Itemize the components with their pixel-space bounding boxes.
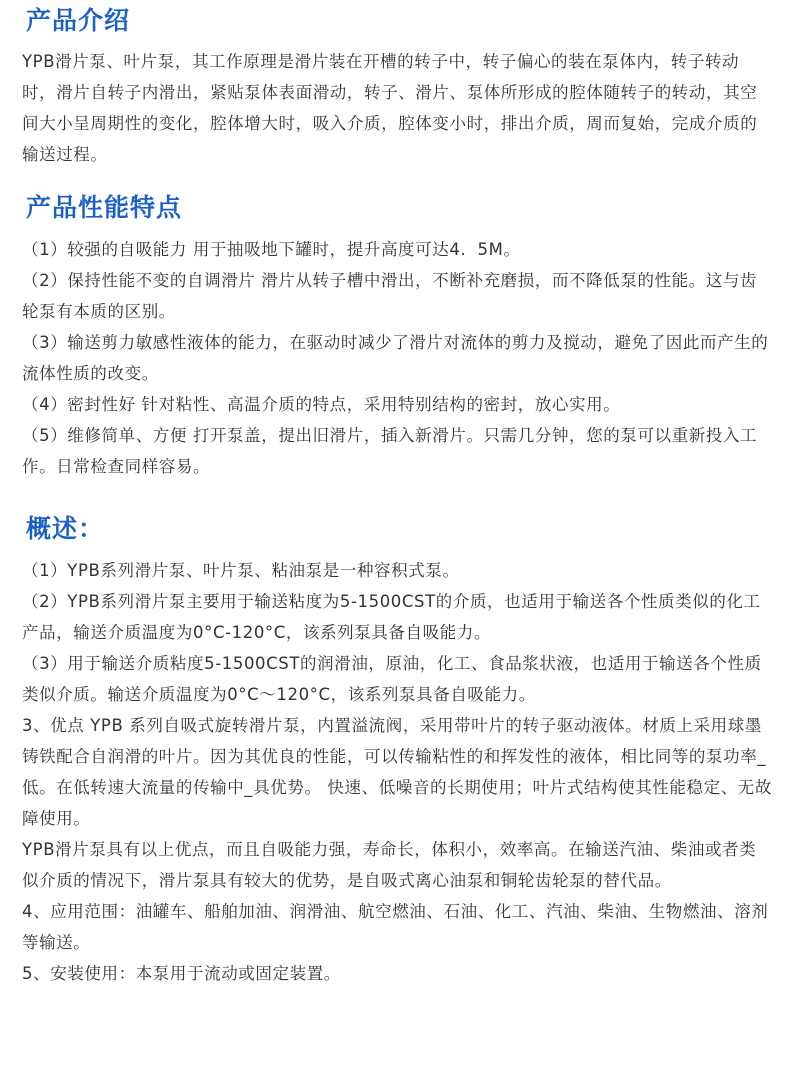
- overview-heading: 概述：: [26, 514, 105, 543]
- features-heading: 产品性能特点: [26, 193, 183, 222]
- feature-item: （1）较强的自吸能力 用于抽吸地下罐时，提升高度可达4．5M。: [22, 240, 521, 259]
- overview-item: （1）YPB系列滑片泵、叶片泵、粘油泵是一种容积式泵。: [22, 561, 460, 580]
- overview-item: （3）用于输送介质粘度5-1500CST的润滑油，原油，化工、食品浆状液，也适用于输送各个性质类似介质。输送介质温度为0°C～120°C，该系列泵具备自吸能力。: [22, 654, 762, 704]
- overview-item: 4、应用范围：油罐车、船舶加油、润滑油、航空燃油、石油、化工、汽油、柴油、生物燃油、溶剂等输送。: [22, 902, 769, 952]
- overview-item: YPB滑片泵具有以上优点，而且自吸能力强，寿命长，体积小，效率高。在输送汽油、柴油或者类似介质的情况下，滑片泵具有较大的优势，是自吸式离心油泵和铜轮齿轮泵的替代品。: [22, 840, 757, 890]
- intro-heading: 产品介绍: [26, 6, 131, 35]
- overview-section: [22, 555, 772, 989]
- feature-item: （4）密封性好 针对粘性、高温介质的特点，采用特别结构的密封，放心实用。: [22, 395, 621, 414]
- overview-item: （2）YPB系列滑片泵主要用于输送粘度为5-1500CST的介质，也适用于输送各个性质类似的化工产品，输送介质温度为0°C-120°C，该系列泵具备自吸能力。: [22, 592, 761, 642]
- feature-item: （3）输送剪力敏感性液体的能力，在驱动时减少了滑片对流体的剪力及搅动，避免了因此而产生的流体性质的改变。: [22, 333, 769, 383]
- overview-item: 5、安装使用：本泵用于流动或固定装置。: [22, 964, 341, 983]
- feature-item: （5）维修简单、方便 打开泵盖，提出旧滑片，插入新滑片。只需几分钟，您的泵可以重新投入工作。日常检查同样容易。: [22, 426, 758, 476]
- intro-section: [22, 46, 772, 170]
- overview-item: 3、优点 YPB 系列自吸式旋转滑片泵，内置溢流阀，采用带叶片的转子驱动液体。材质上采用球墨铸铁配合自润滑的叶片。因为其优良的性能，可以传输粘性的和挥发性的液体，相比同等的泵功率_低。在低转速大流量的传输中_具优势。 快速、低噪音的长期使用；叶片式结构使其性能稳定、无故障使用。: [22, 716, 772, 828]
- intro-paragraph: YPB滑片泵、叶片泵，其工作原理是滑片装在开槽的转子中，转子偏心的装在泵体内，转子转动时，滑片自转子内滑出，紧贴泵体表面滑动，转子、滑片、泵体所形成的腔体随转子的转动，其空间大小呈周期性的变化，腔体增大时，吸入介质，腔体变小时，排出介质，周而复始，完成介质的输送过程。: [22, 52, 758, 164]
- feature-item: （2）保持性能不变的自调滑片 滑片从转子槽中滑出，不断补充磨损，而不降低泵的性能。这与齿轮泵有本质的区别。: [22, 271, 758, 321]
- features-section: [22, 234, 772, 482]
